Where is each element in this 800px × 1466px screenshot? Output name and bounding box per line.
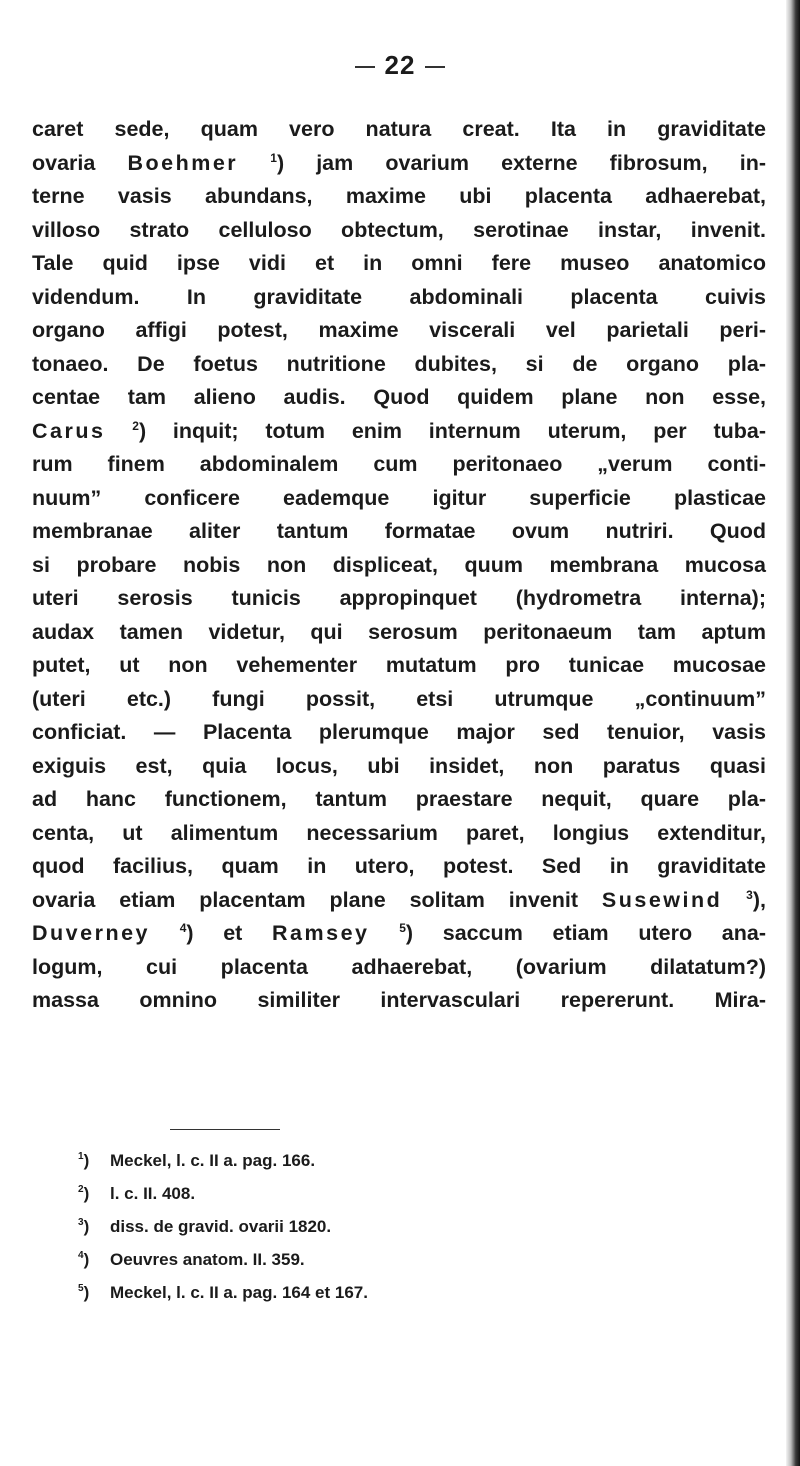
page-number-header (0, 50, 800, 81)
text-span: rum finem abdominalem cum peritonaeo „verum conti- (32, 452, 766, 476)
footnote-number: 2 (78, 1184, 84, 1195)
footnote-text: diss. de gravid. ovarii 1820. (110, 1217, 332, 1236)
text-span: ovaria (32, 150, 128, 175)
text-line (32, 582, 766, 616)
text-span: tonaeo. De foetus nutritione dubites, si de organo pla- (32, 351, 766, 376)
footnote (78, 1241, 718, 1274)
text-line (32, 783, 766, 817)
text-span (238, 151, 270, 175)
text-span: ) saccum etiam utero ana- (405, 921, 766, 945)
footnote-mark: $^5$) (78, 1283, 90, 1302)
text-line (32, 750, 766, 784)
left-dash (355, 66, 375, 68)
text-span (370, 921, 400, 945)
text-span: ) et (186, 921, 273, 945)
text-span: uteri serosis tunicis appropinquet (hydrometra interna); (32, 586, 766, 610)
text-span: centae tam alieno audis. Quod quidem plane non esse, (32, 385, 766, 409)
text-span (105, 419, 132, 443)
text-span (150, 921, 180, 945)
author-name: Boehmer (127, 150, 239, 175)
text-span: (uteri etc.) fungi possit, etsi utrumque „continuum” (32, 686, 766, 711)
footnotes (78, 1142, 718, 1307)
text-line (32, 884, 766, 918)
footnote-mark: $^4$) (78, 1250, 90, 1269)
footnote-reference: 3 (746, 887, 753, 902)
footnote-reference: 5 (399, 921, 406, 935)
text-line (32, 482, 766, 516)
text-line (32, 147, 766, 181)
text-line (32, 817, 766, 851)
text-span: villoso strato celluloso obtectum, serotinae instar, invenit. (32, 217, 766, 242)
text-span: ovaria etiam placentam plane solitam invenit (32, 887, 602, 912)
author-name: Duverney (32, 921, 150, 945)
footnote (78, 1175, 718, 1208)
text-span: nuum” conficere eademque igitur superficie plasticae (32, 485, 766, 510)
footnote-number: 4 (78, 1250, 84, 1261)
text-line (32, 850, 766, 884)
text-line (32, 214, 766, 248)
text-span: conficiat. — Placenta plerumque major sed tenuior, vasis (32, 720, 766, 744)
text-line (32, 951, 766, 985)
text-line (32, 616, 766, 650)
text-span: logum, cui placenta adhaerebat, (ovarium dilatatum?) (32, 954, 766, 979)
footnote (78, 1142, 718, 1175)
text-span: centa, ut alimentum necessarium paret, longius extenditur, (32, 820, 766, 845)
text-line (32, 917, 766, 951)
text-span: Tale quid ipse vidi et in omni fere museo anatomico (32, 251, 766, 275)
text-span: putet, ut non vehementer mutatum pro tunicae mucosae (32, 653, 766, 677)
footnote-number: 1 (78, 1151, 84, 1162)
page-number: 22 (384, 50, 416, 80)
text-span (722, 888, 746, 912)
text-line (32, 348, 766, 382)
text-line (32, 381, 766, 415)
text-span: audax tamen videtur, qui serosum peritonaeum tam aptum (32, 619, 766, 644)
text-span: caret sede, quam vero natura creat. Ita in graviditate (32, 117, 766, 141)
text-span: si probare nobis non displiceat, quum membrana mucosa (32, 552, 766, 577)
text-line (32, 113, 766, 147)
text-line (32, 515, 766, 549)
footnote-text: Meckel, l. c. II a. pag. 164 et 167. (110, 1283, 368, 1302)
footnote-reference: 1 (270, 150, 277, 165)
author-name: Carus (32, 418, 106, 443)
footnote-mark: $^3$) (78, 1217, 90, 1236)
body-text (32, 113, 766, 1018)
text-span: ) jam ovarium externe fibrosum, in- (276, 150, 766, 175)
text-span: organo affigi potest, maxime viscerali vel parietali peri- (32, 318, 766, 342)
footnote-mark: $^1$) (78, 1151, 90, 1170)
footnote (78, 1208, 718, 1241)
binding-edge (786, 0, 800, 1466)
text-span: quod facilius, quam in utero, potest. Sed in graviditate (32, 854, 766, 878)
footnote-reference: 4 (179, 921, 187, 935)
text-line (32, 281, 766, 315)
text-line (32, 314, 766, 348)
text-span: membranae aliter tantum formatae ovum nutriri. Quod (32, 519, 766, 543)
text-line (32, 448, 766, 482)
text-line (32, 649, 766, 683)
text-line (32, 180, 766, 214)
footnote (78, 1274, 718, 1307)
text-line (32, 247, 766, 281)
footnote-text: l. c. II. 408. (110, 1184, 196, 1203)
footnote-text: Oeuvres anatom. II. 359. (110, 1250, 305, 1269)
text-span: exiguis est, quia locus, ubi insidet, non paratus quasi (32, 753, 766, 778)
footnote-reference: 2 (132, 418, 139, 433)
text-span: ), (752, 887, 766, 912)
author-name: Ramsey (272, 921, 370, 945)
text-line (32, 984, 766, 1018)
text-span: videndum. In graviditate abdominali placenta cuivis (32, 284, 766, 309)
text-line (32, 549, 766, 583)
footnote-number: 5 (78, 1283, 84, 1294)
text-span: ad hanc functionem, tantum praestare nequit, quare pla- (32, 787, 766, 811)
text-line (32, 716, 766, 750)
text-span: terne vasis abundans, maxime ubi placenta adhaerebat, (32, 184, 766, 208)
right-dash (425, 66, 445, 68)
text-line (32, 415, 766, 449)
footnote-number: 3 (78, 1217, 84, 1228)
text-span: ) inquit; totum enim internum uterum, per tuba- (138, 418, 766, 443)
text-line (32, 683, 766, 717)
footnote-mark: $^2$) (78, 1184, 90, 1203)
footnote-text: Meckel, l. c. II a. pag. 166. (110, 1151, 316, 1170)
author-name: Susewind (601, 887, 723, 912)
text-span: massa omnino similiter intervasculari repererunt. Mira- (32, 988, 766, 1012)
footnote-rule (170, 1129, 280, 1130)
